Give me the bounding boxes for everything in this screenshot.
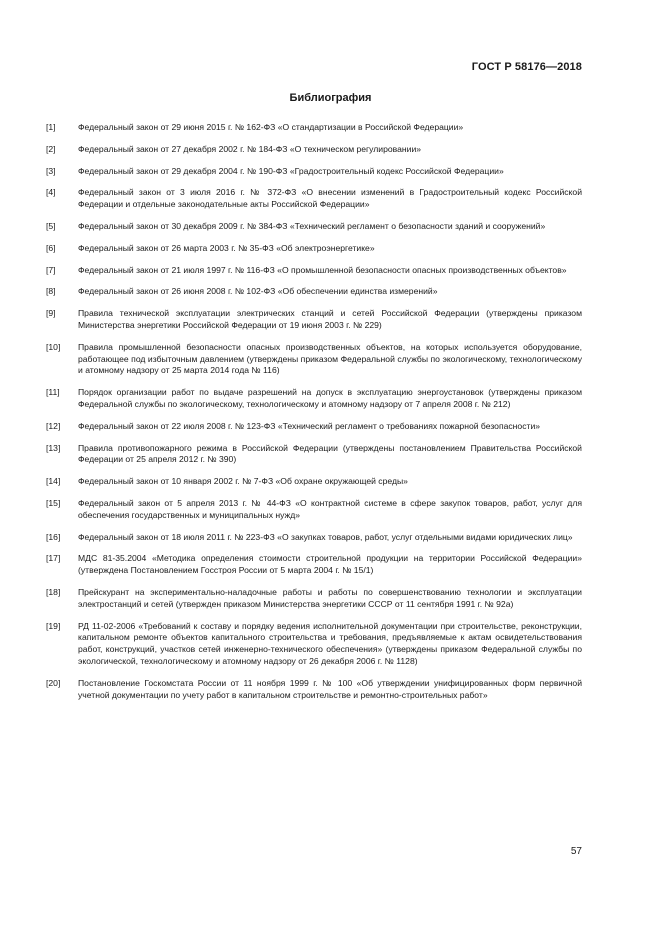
entry-number: [6] bbox=[46, 242, 56, 253]
entry-number: [5] bbox=[46, 220, 56, 231]
entry-number: [19] bbox=[46, 620, 61, 631]
bibliography-entry bbox=[46, 286, 582, 298]
entry-text: Федеральный закон от 29 июня 2015 г. № 162-ФЗ «О стандартизации в Российской Федерации» bbox=[78, 122, 464, 132]
entry-number: [20] bbox=[46, 677, 61, 688]
entry-number: [12] bbox=[46, 420, 61, 431]
entry-number: [4] bbox=[46, 187, 56, 198]
bibliography-list bbox=[46, 122, 582, 711]
bibliography-entry bbox=[46, 498, 582, 522]
bibliography-entry bbox=[46, 443, 582, 467]
entry-number: [2] bbox=[46, 143, 56, 154]
bibliography-entry bbox=[46, 166, 582, 178]
entry-text: Федеральный закон от 3 июля 2016 г. № 372-ФЗ «О внесении изменений в Градостроительный кодекс Российской Федерации и отдельные законодательные акты Российской Федерации» bbox=[78, 187, 582, 210]
bibliography-entry bbox=[46, 308, 582, 332]
entry-text: Федеральный закон от 26 июня 2008 г. № 102-ФЗ «Об обеспечении единства измерений» bbox=[78, 286, 438, 297]
bibliography-entry bbox=[46, 553, 582, 577]
entry-text: Федеральный закон от 27 декабря 2002 г. № 184-ФЗ «О техническом регулировании» bbox=[78, 143, 422, 154]
entry-text: РД 11-02-2006 «Требований к составу и порядку ведения исполнительной документации при строительстве, реконструкции, капитальном ремонте объектов капитального строительства и требования, предъявляемые к актам освидетельствования работ, конструкций, участков сетей инженерно-технического обеспечения» (утверждены приказом Федеральной службы по экологической, технологическому и атомному надзору от 26 декабря 2006 г. № 1128) bbox=[78, 620, 582, 666]
entry-text: МДС 81-35.2004 «Методика определения стоимости строительной продукции на территории Российской Федерации» (утверждена Постановлением Госстроя России от 5 марта 2004 г. № 15/1) bbox=[78, 553, 582, 576]
page-number: 57 bbox=[570, 846, 582, 857]
entry-number: [16] bbox=[46, 531, 61, 542]
entry-text: Федеральный закон от 22 июля 2008 г. № 123-ФЗ «Технический регламент о требованиях пожарной безопасности» bbox=[78, 420, 541, 431]
entry-number: [15] bbox=[46, 497, 61, 508]
bibliography-entry bbox=[46, 421, 582, 433]
entry-text: Федеральный закон от 26 марта 2003 г. № 35-ФЗ «Об электроэнергетике» bbox=[78, 242, 375, 253]
entry-text: Федеральный закон от 5 апреля 2013 г. № 44-ФЗ «О контрактной системе в сфере закупок товаров, работ, услуг для обеспечения государственных и муниципальных нужд» bbox=[78, 497, 582, 520]
entry-text: Федеральный закон от 10 января 2002 г. № 7-ФЗ «Об охране окружающей среды» bbox=[78, 476, 408, 487]
entry-text: Правила промышленной безопасности опасных производственных объектов, на которых используется оборудование, работающее под избыточным давлением (утверждены приказом Федеральной службы по экологическому, технологическому и атомному надзору от 25 марта 2014 года № 116) bbox=[78, 341, 582, 376]
bibliography-entry bbox=[46, 342, 582, 377]
entry-number: [18] bbox=[46, 586, 61, 597]
entry-number: [7] bbox=[46, 264, 56, 275]
entry-text: Правила противопожарного режима в Российской Федерации (утверждены постановлением Правительства Российской Федерации от 25 апреля 2012 г. № 390) bbox=[78, 442, 582, 465]
entry-text: Правила технической эксплуатации электрических станций и сетей Российской Федерации (утверждены приказом Министерства энергетики Российской Федерации от 19 июня 2003 г. № 229) bbox=[78, 308, 582, 330]
entry-text: Федеральный закон от 21 июля 1997 г. № 116-ФЗ «О промышленной безопасности опасных производственных объектов» bbox=[78, 264, 567, 275]
bibliography-entry bbox=[46, 621, 582, 668]
entry-number: [8] bbox=[46, 286, 56, 297]
entry-text: Порядок организации работ по выдаче разрешений на допуск в эксплуатацию энергоустановок (утверждены приказом Федеральной службы по экологическому, технологическому и атомному надзору от 7 апреля 2008 г. № 212) bbox=[78, 387, 582, 409]
entry-text: Прейскурант на экспериментально-наладочные работы и работы по совершенствованию технологии и эксплуатации электростанций и сетей (утвержден приказом Министерства энергетики СССР от 11 сентября 1991 г. № 92а) bbox=[78, 586, 582, 609]
bibliography-entry bbox=[46, 387, 582, 411]
bibliography-entry bbox=[46, 265, 582, 277]
entry-number: [10] bbox=[46, 341, 61, 352]
bibliography-entry bbox=[46, 144, 582, 156]
entry-text: Постановление Госкомстата России от 11 ноября 1999 г. № 100 «Об утверждении унифицированных форм первичной учетной документации по учету работ в капитальном строительстве и ремонтно-строительных работ» bbox=[78, 677, 582, 700]
bibliography-entry bbox=[46, 122, 582, 134]
entry-number: [13] bbox=[46, 442, 61, 453]
entry-text: Федеральный закон от 29 декабря 2004 г. № 190-ФЗ «Градостроительный кодекс Российской Федерации» bbox=[78, 165, 504, 176]
bibliography-entry bbox=[46, 532, 582, 544]
entry-number: [14] bbox=[46, 476, 61, 487]
entry-number: [1] bbox=[46, 122, 56, 132]
entry-number: [3] bbox=[46, 165, 56, 176]
entry-text: Федеральный закон от 18 июля 2011 г. № 223-ФЗ «О закупках товаров, работ, услуг отдельными видами юридических лиц» bbox=[78, 531, 573, 542]
bibliography-entry bbox=[46, 243, 582, 255]
bibliography-entry bbox=[46, 221, 582, 233]
entry-number: [9] bbox=[46, 308, 56, 319]
bibliography-entry bbox=[46, 587, 582, 611]
bibliography-entry bbox=[46, 187, 582, 211]
entry-text: Федеральный закон от 30 декабря 2009 г. № 384-ФЗ «Технический регламент о безопасности зданий и сооружений» bbox=[78, 220, 546, 231]
entry-number: [17] bbox=[46, 553, 61, 564]
bibliography-entry bbox=[46, 678, 582, 702]
document-code: ГОСТ Р 58176—2018 bbox=[471, 61, 582, 73]
page-title: Библиография bbox=[289, 92, 372, 104]
bibliography-entry bbox=[46, 476, 582, 488]
entry-number: [11] bbox=[46, 387, 60, 398]
